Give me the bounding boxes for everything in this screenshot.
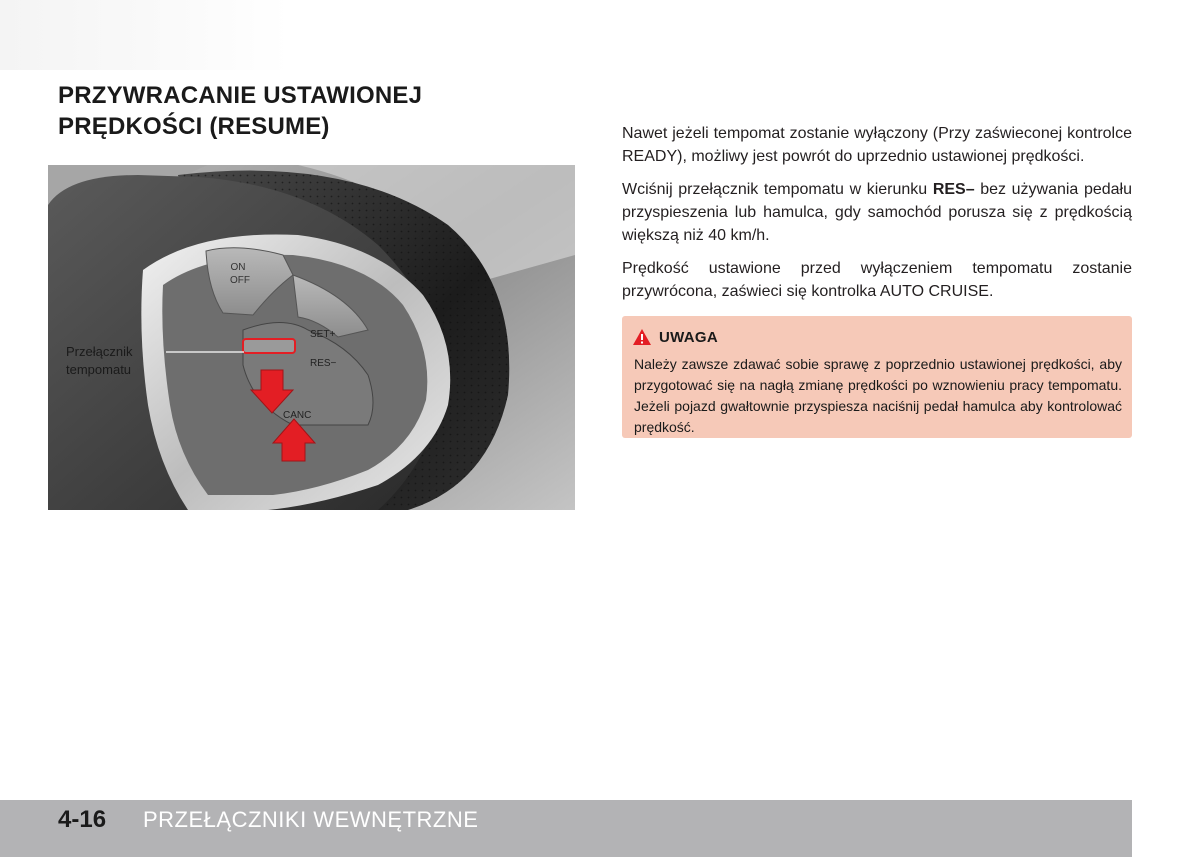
warning-header: [632, 326, 718, 348]
cruise-switch: [243, 339, 295, 353]
btn-off-text: OFF: [230, 275, 250, 286]
steering-wheel-figure: [48, 165, 575, 510]
paragraph-2: [622, 178, 1132, 247]
body-text: [622, 122, 1132, 313]
paragraph-2-start: Wciśnij przełącznik tempomatu w kierunku: [622, 181, 933, 198]
warning-box: [622, 316, 1132, 438]
res-minus-label: RES–: [932, 181, 975, 198]
callout-label-line2: tempomatu: [66, 362, 132, 377]
page-number: 4-16: [58, 806, 107, 833]
btn-set-text: SET+: [310, 329, 336, 340]
warning-text: Należy zawsze zdawać sobie sprawę z poprzednio ustawionej prędkości, aby przygotować się na nagłą zmianę prędkości po wznowieniu pracy tempomatu. Jeżeli pojazd gwałtownie przyspiesza naciśnij pedał hamulca aby kontrolować prędkość.: [634, 356, 1122, 435]
chapter-title: PRZEŁĄCZNIKI WEWNĘTRZNE: [143, 807, 479, 832]
section-title-line2: PRĘDKOŚCI (RESUME): [58, 113, 330, 140]
paragraph-3: Prędkość ustawione przed wyłączeniem tempomatu zostanie przywrócona, zaświeci się kontrolka AUTO CRUISE.: [622, 260, 1132, 300]
callout-label: [66, 343, 132, 379]
btn-res-text: RES−: [310, 358, 337, 369]
warning-title: UWAGA: [659, 328, 718, 346]
section-title: [58, 80, 498, 142]
btn-canc-text: CANC: [283, 410, 312, 421]
btn-on-text: ON: [230, 262, 246, 273]
paragraph-1: Nawet jeżeli tempomat zostanie wyłączony (Przy zaświeconej kontrolce READY), możliwy jest powrót do uprzednio ustawionej prędkości.: [622, 125, 1132, 165]
warning-icon: [632, 328, 652, 346]
section-title-line1: PRZYWRACANIE USTAWIONEJ: [58, 82, 423, 109]
paragraph-2-end: bez używania pedału przyspieszenia lub hamulca, gdy samochód porusza się z prędkością większą niż 40 km/h.: [622, 181, 1132, 244]
header-fade: [0, 0, 290, 70]
callout-label-line1: Przełącznik: [66, 344, 133, 359]
